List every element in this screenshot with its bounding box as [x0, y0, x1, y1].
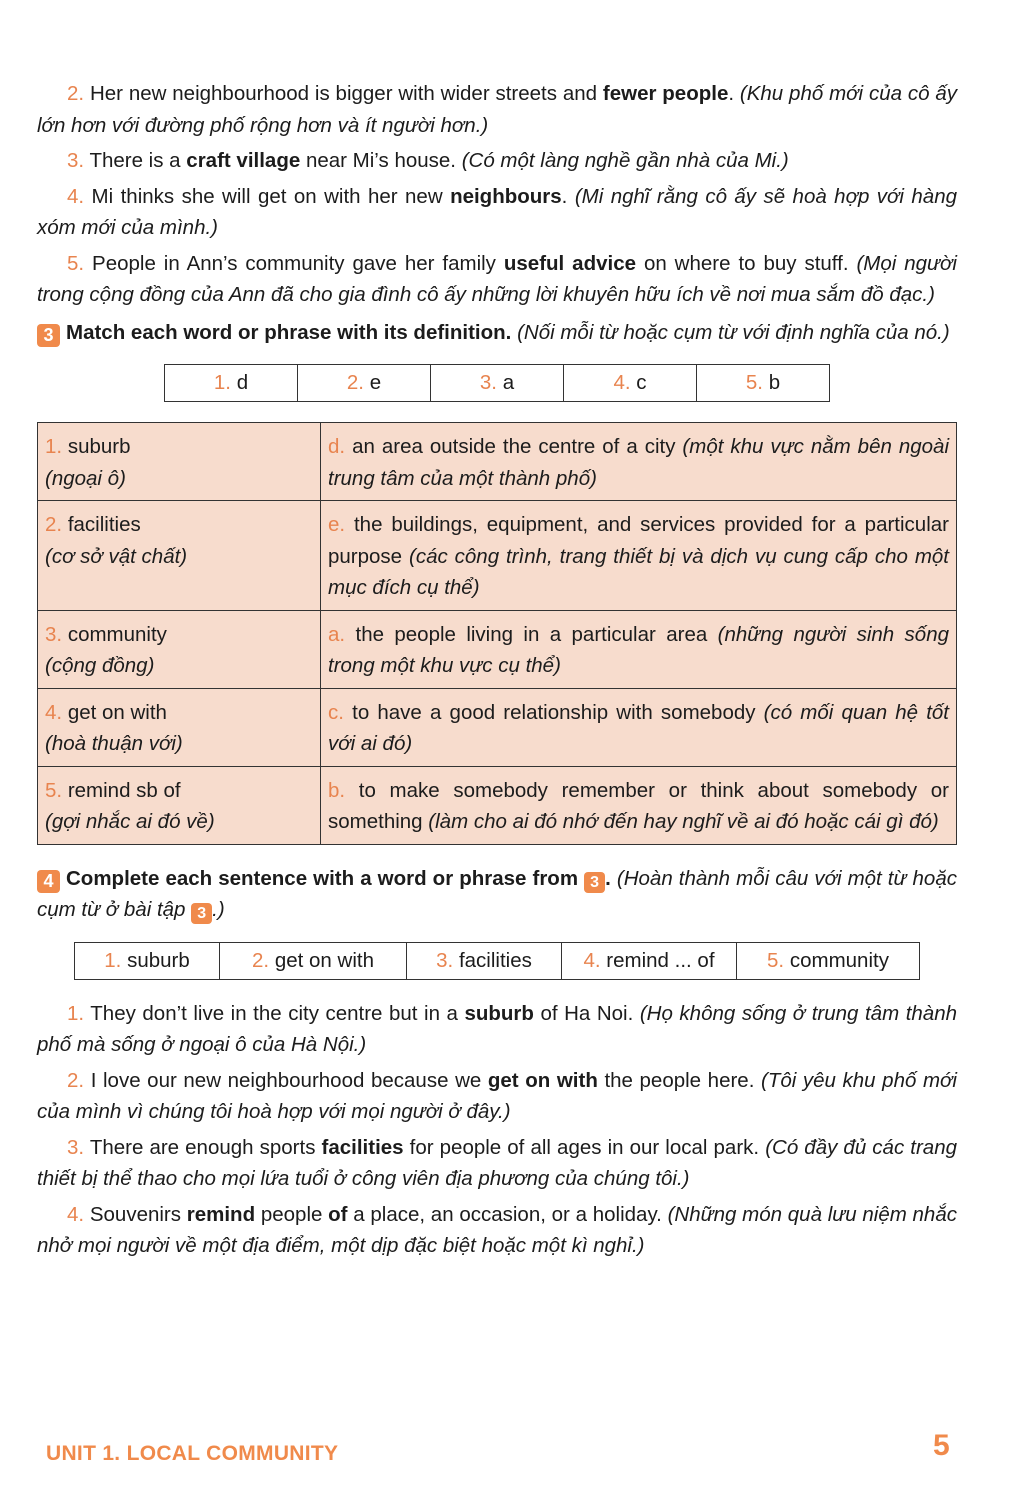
exercise-4-item: 4. Souvenirs remind people of a place, an occasion, or a holiday. (Những món quà lưu niệm nhắc nhở mọi người về một địa điểm, một dịp đặc biệt hoặc một kì nghỉ.)	[37, 1202, 957, 1257]
exercise-4-answer-key	[74, 942, 920, 980]
answer-cell: 2. e	[298, 365, 431, 402]
translation: (Tôi yêu khu phố mới của mình vì chúng tôi hoà hợp với mọi người ở đây.)	[37, 1068, 957, 1123]
word-cell: 2. facilities (cơ sở vật chất)	[38, 501, 321, 611]
word-cell: 5. remind sb of (gợi nhắc ai đó về)	[38, 766, 321, 844]
item-number: 1.	[67, 1001, 85, 1025]
word-cell: 4. get on with (hoà thuận với)	[38, 688, 321, 766]
exercise-number-badge: 3	[37, 324, 60, 347]
translation: (Những món quà lưu niệm nhắc nhở mọi người về một địa điểm, một dịp đặc biệt hoặc một kì nghỉ.)	[37, 1202, 957, 1257]
answer-cell: 4. c	[564, 365, 697, 402]
exercise-reference-badge: 3	[584, 872, 605, 893]
exercise-instruction: Complete each sentence with a word or phrase from	[66, 866, 579, 890]
word-cell: 1. suburb (ngoại ô)	[38, 423, 321, 501]
translation: (Mọi người trong cộng đồng của Ann đã cho gia đình cô ấy những lời khuyên hữu ích về nơi mua sắm đồ đạc.)	[37, 251, 957, 306]
answer-cell: 5. b	[697, 365, 830, 402]
key-phrase: remind	[186, 1202, 256, 1226]
exercise-4-item: 2. I love our new neighbourhood because we get on with the people here. (Tôi yêu khu phố mới của mình vì chúng tôi hoà hợp với mọi người ở đây.)	[37, 1068, 957, 1123]
exercise-2-item: 2. Her new neighbourhood is bigger with wider streets and fewer people. (Khu phố mới của cô ấy lớn hơn với đường phố rộng hơn và ít người hơn.)	[37, 82, 957, 137]
item-number: 3.	[67, 1135, 85, 1159]
definition-cell: b. to make somebody remember or think about somebody or something (làm cho ai đó nhớ đến hay nghĩ về ai đó hoặc cái gì đó)	[321, 766, 957, 844]
translation: (Họ không sống ở trung tâm thành phố mà sống ở ngoại ô của Hà Nội.)	[37, 1001, 957, 1056]
key-phrase: facilities	[321, 1135, 404, 1159]
key-phrase: craft village	[186, 149, 301, 172]
exercise-2-answers	[37, 78, 957, 311]
translation: (Mi nghĩ rằng cô ấy sẽ hoà hợp với hàng xóm mới của mình.)	[37, 184, 958, 239]
item-number: 2.	[67, 1068, 85, 1092]
exercise-4-sentences	[37, 998, 957, 1262]
definition-table	[37, 422, 957, 845]
item-number: 5.	[67, 251, 85, 275]
item-number: 3.	[67, 149, 85, 172]
table-row	[38, 610, 957, 688]
answer-cell: 1. suburb	[75, 942, 220, 979]
table-row	[38, 766, 957, 844]
answer-cell: 5. community	[737, 942, 920, 979]
answer-cell: 3. a	[431, 365, 564, 402]
key-phrase: neighbours	[450, 184, 562, 208]
key-phrase: get on with	[487, 1068, 598, 1092]
key-phrase: of	[328, 1202, 348, 1226]
exercise-3-heading	[37, 317, 957, 349]
definition-cell: a. the people living in a particular area (những người sinh sống trong một khu vực cụ thể)	[321, 610, 957, 688]
key-phrase: fewer people	[602, 82, 729, 105]
definition-cell: d. an area outside the centre of a city (một khu vực nằm bên ngoài trung tâm của một thành phố)	[321, 423, 957, 501]
exercise-2-item: 5. People in Ann’s community gave her family useful advice on where to buy stuff. (Mọi người trong cộng đồng của Ann đã cho gia đình cô ấy những lời khuyên hữu ích về nơi mua sắm đồ đạc.)	[37, 251, 957, 306]
definition-cell: c. to have a good relationship with somebody (có mối quan hệ tốt với ai đó)	[321, 688, 957, 766]
table-row	[38, 688, 957, 766]
answer-cell: 4. remind ... of	[562, 942, 737, 979]
unit-title-footer: UNIT 1. LOCAL COMMUNITY	[46, 1442, 339, 1465]
page-content	[37, 78, 957, 1266]
exercise-2-item: 4. Mi thinks she will get on with her new neighbours. (Mi nghĩ rằng cô ấy sẽ hoà hợp với hàng xóm mới của mình.)	[37, 184, 958, 239]
translation: (Có đầy đủ các trang thiết bị thể thao cho mọi lứa tuổi ở công viên địa phương của chúng tôi.)	[37, 1135, 957, 1190]
exercise-4-item: 3. There are enough sports facilities for people of all ages in our local park. (Có đầy đủ các trang thiết bị thể thao cho mọi lứa tuổi ở công viên địa phương của chúng tôi.)	[37, 1135, 957, 1190]
answer-cell: 2. get on with	[220, 942, 407, 979]
answer-cell: 3. facilities	[407, 942, 562, 979]
table-row	[38, 501, 957, 611]
item-number: 4.	[67, 1202, 85, 1226]
exercise-2-item: 3. There is a craft village near Mi’s house. (Có một làng nghề gần nhà của Mi.)	[67, 149, 789, 172]
exercise-4-item: 1. They don’t live in the city centre but in a suburb of Ha Noi. (Họ không sống ở trung tâm thành phố mà sống ở ngoại ô của Hà Nội.)	[37, 1001, 957, 1056]
definition-cell: e. the buildings, equipment, and services provided for a particular purpose (các công trình, trang thiết bị và dịch vụ cung cấp cho một mục đích cụ thể)	[321, 501, 957, 611]
key-phrase: suburb	[464, 1001, 534, 1025]
exercise-number-badge: 4	[37, 870, 60, 893]
item-number: 2.	[67, 82, 85, 105]
word-cell: 3. community (cộng đồng)	[38, 610, 321, 688]
translation: (Khu phố mới của cô ấy lớn hơn với đường phố rộng hơn và ít người hơn.)	[37, 82, 957, 137]
exercise-3-answer-key	[164, 364, 830, 402]
item-number: 4.	[67, 184, 85, 208]
answer-cell: 1. d	[165, 365, 298, 402]
page-number: 5	[933, 1429, 950, 1462]
translation: (Hoàn thành mỗi câu với một từ hoặc cụm từ ở bài tập	[37, 866, 957, 921]
exercise-4-heading: 4 Complete each sentence with a word or phrase from 3 . (Hoàn thành mỗi câu với một từ hoặc cụm từ ở bài tập 3 .)	[37, 866, 957, 922]
exercise-reference-badge: 3	[191, 903, 212, 924]
translation: (Nối mỗi từ hoặc cụm từ với định nghĩa của nó.)	[517, 320, 950, 344]
translation: (Có một làng nghề gần nhà của Mi.)	[461, 149, 789, 172]
table-row	[38, 423, 957, 501]
exercise-instruction: Match each word or phrase with its definition.	[66, 320, 512, 344]
key-phrase: useful advice	[503, 251, 636, 275]
